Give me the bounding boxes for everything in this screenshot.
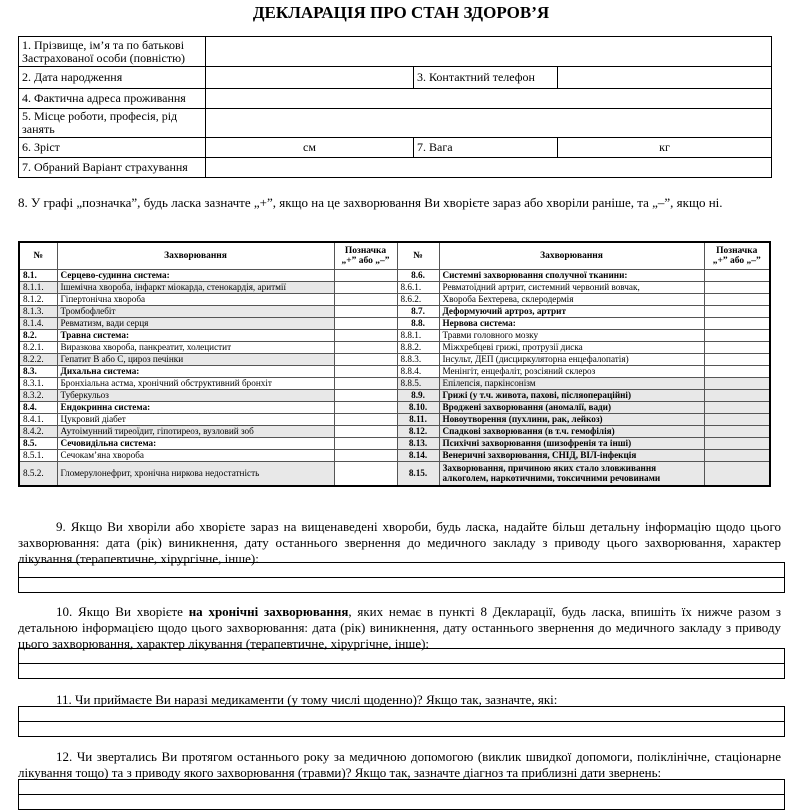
disease-name: Ішемічна хвороба, інфаркт міокарда, стенокардія, аритмії xyxy=(57,282,334,294)
row-number: 8.6. xyxy=(397,270,439,282)
table-row xyxy=(19,342,770,354)
row-number: 8.6.2. xyxy=(397,294,439,306)
full-name-label: 1. Прізвище, ім’я та по батькові Застрахованої особи (повністю) xyxy=(19,37,206,67)
mark-cell[interactable] xyxy=(704,414,770,426)
disease-name: Серцево-судинна система: xyxy=(57,270,334,282)
row-number: 8.11. xyxy=(397,414,439,426)
row-number: 8.2.1. xyxy=(19,342,57,354)
answer-11-lines[interactable] xyxy=(18,706,785,737)
mark-cell[interactable] xyxy=(704,390,770,402)
mark-cell[interactable] xyxy=(334,306,397,318)
disease-name: Туберкульоз xyxy=(57,390,334,402)
row-number: 8.5. xyxy=(19,438,57,450)
birth-date-label: 2. Дата народження xyxy=(19,67,206,89)
disease-name: Деформуючий артроз, артрит xyxy=(439,306,704,318)
row-number: 8.6.1. xyxy=(397,282,439,294)
disease-name: Сечокам’яна хвороба xyxy=(57,450,334,462)
answer-12-lines[interactable] xyxy=(18,779,785,810)
insurance-option-label: 7. Обраний Варіант страхування xyxy=(19,158,206,178)
disease-name: Гіпертонічна хвороба xyxy=(57,294,334,306)
mark-cell[interactable] xyxy=(334,414,397,426)
mark-cell[interactable] xyxy=(704,450,770,462)
table-row xyxy=(19,366,770,378)
mark-cell[interactable] xyxy=(704,306,770,318)
disease-name: Ревматоїдний артрит, системний червоний вовчак, xyxy=(439,282,704,294)
disease-name: Виразкова хвороба, панкреатит, холецистит xyxy=(57,342,334,354)
disease-name: Вроджені захворювання (аномалії, вади) xyxy=(439,402,704,414)
table-row xyxy=(19,294,770,306)
q10-text-bold: на хронічні захворювання xyxy=(188,604,349,619)
disease-name: Ревматизм, вади серця xyxy=(57,318,334,330)
table-row xyxy=(19,438,770,450)
row-number: 8.3.1. xyxy=(19,378,57,390)
mark-cell[interactable] xyxy=(704,282,770,294)
disease-name: Тромбофлебіт xyxy=(57,306,334,318)
table-row xyxy=(19,306,770,318)
mark-cell[interactable] xyxy=(334,378,397,390)
row-number: 8.15. xyxy=(397,462,439,486)
disease-name: Нервова система: xyxy=(439,318,704,330)
disease-name: Ендокринна система: xyxy=(57,402,334,414)
height-field[interactable] xyxy=(206,138,414,158)
mark-cell[interactable] xyxy=(704,402,770,414)
mark-cell[interactable] xyxy=(704,354,770,366)
row-number: 8.14. xyxy=(397,450,439,462)
height-label: 6. Зріст xyxy=(19,138,206,158)
table-row xyxy=(19,462,770,486)
diseases-table xyxy=(18,241,771,487)
disease-name: Бронхіальна астма, хронічний обструктивний бронхіт xyxy=(57,378,334,390)
row-number: 8.8.5. xyxy=(397,378,439,390)
table-row xyxy=(19,318,770,330)
address-label: 4. Фактична адреса проживання xyxy=(19,89,206,109)
table-row xyxy=(19,390,770,402)
disease-name: Міжхребцеві грижі, протрузії диска xyxy=(439,342,704,354)
header-mark-left: Позначка „+” або „–” xyxy=(334,242,397,270)
mark-cell[interactable] xyxy=(334,342,397,354)
weight-unit: кг xyxy=(659,140,670,154)
header-num-left: № xyxy=(19,242,57,270)
row-number: 8.8.1. xyxy=(397,330,439,342)
table-row xyxy=(19,270,770,282)
header-disease-right: Захворювання xyxy=(439,242,704,270)
table-row xyxy=(19,282,770,294)
mark-cell[interactable] xyxy=(334,390,397,402)
personal-info-table xyxy=(18,36,772,178)
insurance-option-field[interactable] xyxy=(206,158,772,178)
row-number: 8.7. xyxy=(397,306,439,318)
mark-cell[interactable] xyxy=(334,366,397,378)
workplace-field[interactable] xyxy=(206,109,772,138)
row-number: 8.3. xyxy=(19,366,57,378)
table-row xyxy=(19,450,770,462)
mark-cell[interactable] xyxy=(704,426,770,438)
mark-cell[interactable] xyxy=(334,330,397,342)
mark-cell[interactable] xyxy=(334,450,397,462)
row-number: 8.8.4. xyxy=(397,366,439,378)
disease-name: Венеричні захворювання, СНІД, ВІЛ-інфекція xyxy=(439,450,704,462)
disease-name: Інсульт, ДЕП (дисциркуляторна енцефалопатія) xyxy=(439,354,704,366)
question-10 xyxy=(18,604,781,652)
mark-cell[interactable] xyxy=(334,282,397,294)
table-row xyxy=(19,402,770,414)
q10-text-c: , яких немає в пункті 8 Декларації, будь ласка, впишіть їх нижче разом з детальною інформацією щодо цього захворювання: дата (рік) виникнення, дату останнього звернення до медичного закладу з приводу цього захворювання, характер лікування (терапевтичне, хірургічне, інше): xyxy=(18,604,781,651)
answer-10-lines[interactable] xyxy=(18,648,785,679)
row-number: 8.1. xyxy=(19,270,57,282)
birth-date-field[interactable] xyxy=(206,67,414,89)
header-num-right: № xyxy=(397,242,439,270)
row-number: 8.1.1. xyxy=(19,282,57,294)
row-number: 8.1.3. xyxy=(19,306,57,318)
row-number: 8.5.1. xyxy=(19,450,57,462)
full-name-field[interactable] xyxy=(206,37,772,67)
disease-name: Гепатит В або С, цироз печінки xyxy=(57,354,334,366)
header-mark-right: Позначка „+” або „–” xyxy=(704,242,770,270)
row-number: 8.4. xyxy=(19,402,57,414)
disease-name: Новоутворення (пухлини, рак, лейкоз) xyxy=(439,414,704,426)
disease-name: Хвороба Бехтерева, склеродермія xyxy=(439,294,704,306)
row-number: 8.13. xyxy=(397,438,439,450)
row-number: 8.9. xyxy=(397,390,439,402)
table-row xyxy=(19,414,770,426)
question-12: 12. Чи звертались Ви протягом останнього року за медичною допомогою (виклик швидкої допомоги, поліклінічне, стаціонарне лікування тощо) та з приводу якого захворювання (травми)? Якщо так, зазначте діагноз та приблизні дати звернень: xyxy=(18,749,781,780)
disease-name: Захворювання, причиною яких стало зловживання алкоголем, наркотичними, токсичними речовинами xyxy=(439,462,704,486)
mark-cell[interactable] xyxy=(334,426,397,438)
disease-name: Травна система: xyxy=(57,330,334,342)
instruction-8: 8. У графі „позначка”, будь ласка зазначте „+”, якщо на це захворювання Ви хворієте зараз або хворіли раніше, та „–”, якщо ні. xyxy=(18,195,723,210)
mark-cell[interactable] xyxy=(704,270,770,282)
question-9: 9. Якщо Ви хворіли або хворієте зараз на вищенаведені хвороби, будь ласка, надайте більш детальну інформацію щодо цього захворювання: дата (рік) виникнення, дату останнього звернення до медичного закладу з приводу цього захворювання, характер лікування (терапевтичне, хірургічне, інше): xyxy=(18,519,781,566)
table-row xyxy=(19,330,770,342)
mark-cell[interactable] xyxy=(334,318,397,330)
workplace-label: 5. Місце роботи, професія, рід занять xyxy=(19,109,206,138)
address-field[interactable] xyxy=(206,89,772,109)
disease-name: Менінгіт, енцефаліт, розсіяний склероз xyxy=(439,366,704,378)
table-row xyxy=(19,426,770,438)
table-row xyxy=(19,378,770,390)
row-number: 8.2.2. xyxy=(19,354,57,366)
mark-cell[interactable] xyxy=(334,462,397,486)
mark-cell[interactable] xyxy=(704,330,770,342)
mark-cell[interactable] xyxy=(334,402,397,414)
height-unit: см xyxy=(303,140,316,154)
row-number: 8.12. xyxy=(397,426,439,438)
row-number: 8.4.1. xyxy=(19,414,57,426)
row-number: 8.10. xyxy=(397,402,439,414)
row-number: 8.3.2. xyxy=(19,390,57,402)
question-11: 11. Чи приймаєте Ви наразі медикаменти (у тому числі щоденно)? Якщо так, зазначте, які: xyxy=(56,692,558,707)
disease-name: Епілепсія, паркінсонізм xyxy=(439,378,704,390)
q10-text-a: 10. Якщо Ви хворієте xyxy=(56,604,189,619)
disease-name: Травми головного мозку xyxy=(439,330,704,342)
mark-cell[interactable] xyxy=(704,294,770,306)
disease-name: Сечовидільна система: xyxy=(57,438,334,450)
disease-name: Грижі (у т.ч. живота, пахові, післяопераційні) xyxy=(439,390,704,402)
weight-label: 7. Вага xyxy=(414,138,558,158)
row-number: 8.1.2. xyxy=(19,294,57,306)
row-number: 8.1.4. xyxy=(19,318,57,330)
phone-field[interactable] xyxy=(558,67,772,89)
mark-cell[interactable] xyxy=(334,270,397,282)
page-title: ДЕКЛАРАЦІЯ ПРО СТАН ЗДОРОВ’Я xyxy=(252,3,550,22)
row-number: 8.8.2. xyxy=(397,342,439,354)
mark-cell[interactable] xyxy=(704,318,770,330)
disease-name: Спадкові захворювання (в т.ч. гемофілія) xyxy=(439,426,704,438)
mark-cell[interactable] xyxy=(704,378,770,390)
disease-name: Цукровий діабет xyxy=(57,414,334,426)
disease-name: Гломерулонефрит, хронічна ниркова недостатність xyxy=(57,462,334,486)
disease-name: Психічні захворювання (шизофренія та інші) xyxy=(439,438,704,450)
phone-label: 3. Контактний телефон xyxy=(414,67,558,89)
row-number: 8.4.2. xyxy=(19,426,57,438)
row-number: 8.8. xyxy=(397,318,439,330)
row-number: 8.5.2. xyxy=(19,462,57,486)
mark-cell[interactable] xyxy=(704,438,770,450)
weight-field[interactable] xyxy=(558,138,772,158)
mark-cell[interactable] xyxy=(704,342,770,354)
disease-name: Аутоімунний тиреоїдит, гіпотиреоз, вузловий зоб xyxy=(57,426,334,438)
mark-cell[interactable] xyxy=(334,294,397,306)
row-number: 8.8.3. xyxy=(397,354,439,366)
disease-name: Дихальна система: xyxy=(57,366,334,378)
mark-cell[interactable] xyxy=(704,462,770,486)
mark-cell[interactable] xyxy=(334,438,397,450)
mark-cell[interactable] xyxy=(704,366,770,378)
answer-9-lines[interactable] xyxy=(18,562,785,593)
row-number: 8.2. xyxy=(19,330,57,342)
table-row xyxy=(19,354,770,366)
mark-cell[interactable] xyxy=(334,354,397,366)
disease-name: Системні захворювання сполучної тканини: xyxy=(439,270,704,282)
header-disease-left: Захворювання xyxy=(57,242,334,270)
